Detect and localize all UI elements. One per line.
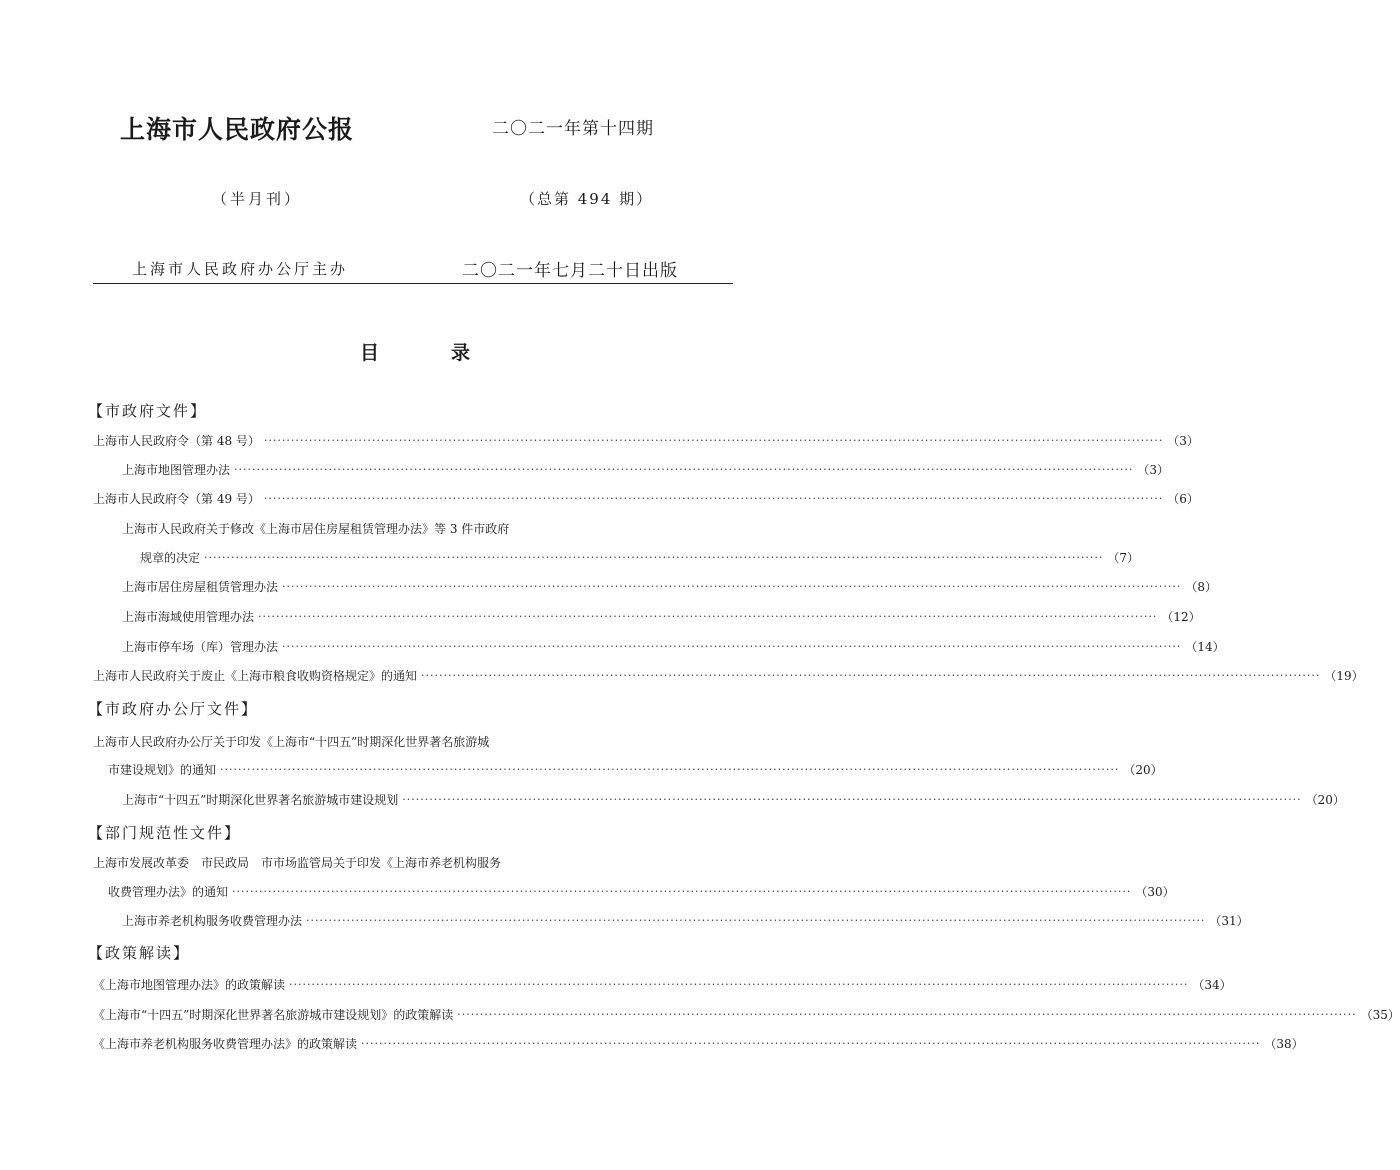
toc-entry-page: （19）	[1324, 669, 1364, 683]
issue-number: 二〇二一年第十四期	[492, 119, 654, 139]
toc-entry-title: 上海市海域使用管理办法	[122, 610, 255, 624]
toc-entry[interactable]	[93, 1004, 1400, 1026]
toc-entry-page: （3）	[1137, 463, 1169, 477]
toc-heading-char: 目	[360, 342, 380, 364]
toc-entry-title: 上海市地图管理办法	[122, 463, 231, 477]
leader-dots: ········································································································································································································	[258, 610, 1158, 623]
toc-entry-title: 收费管理办法》的通知	[108, 885, 229, 899]
toc-entry-page: （34）	[1192, 978, 1232, 992]
toc-entry-page: （30）	[1135, 885, 1175, 899]
section-department-normative-documents: 【部门规范性文件】	[88, 824, 242, 842]
section-policy-interpretation: 【政策解读】	[88, 944, 191, 962]
toc-entry[interactable]	[122, 636, 1225, 658]
toc-entry[interactable]	[122, 606, 1201, 628]
toc-entry-page: （20）	[1123, 763, 1163, 777]
leader-dots: ········································································································································································································	[282, 640, 1182, 653]
toc-entry-page: （20）	[1305, 793, 1345, 807]
leader-dots: ········································································································································································································	[263, 434, 1164, 447]
leader-dots: ········································································································································································································	[204, 551, 1104, 564]
toc-entry-title: 上海市停车场（库）管理办法	[122, 640, 279, 654]
toc-entry-title-line1[interactable]: 上海市发展改革委 市民政局 市市场监管局关于印发《上海市养老机构服务	[93, 856, 502, 870]
leader-dots: ········································································································································································································	[306, 914, 1206, 927]
publication-frequency: （半月刊）	[212, 190, 303, 208]
leader-dots: ········································································································································································································	[361, 1037, 1261, 1050]
toc-entry-title: 规章的决定	[140, 551, 201, 565]
leader-dots: ········································································································································································································	[457, 1008, 1357, 1021]
section-municipal-documents: 【市政府文件】	[88, 402, 208, 420]
toc-entry-title: 上海市人民政府令（第 48 号）	[93, 434, 260, 448]
leader-dots: ········································································································································································································	[263, 492, 1164, 505]
leader-dots: ········································································································································································································	[402, 793, 1302, 806]
toc-entry-title: 上海市“十四五”时期深化世界著名旅游城市建设规划	[122, 793, 399, 807]
sponsor: 上海市人民政府办公厅主办	[132, 260, 349, 278]
leader-dots: ········································································································································································································	[289, 978, 1189, 991]
toc-entry-title-line1[interactable]: 上海市人民政府办公厅关于印发《上海市“十四五”时期深化世界著名旅游城	[93, 735, 490, 749]
toc-entry-title-line1[interactable]: 上海市人民政府关于修改《上海市居住房屋租赁管理办法》等 3 件市政府	[122, 522, 510, 536]
toc-entry[interactable]	[108, 759, 1163, 781]
toc-entry-page: （7）	[1107, 551, 1139, 565]
section-general-office-documents: 【市政府办公厅文件】	[88, 700, 259, 718]
toc-entry-page: （35）	[1360, 1008, 1400, 1022]
leader-dots: ········································································································································································································	[232, 885, 1132, 898]
toc-entry[interactable]	[93, 974, 1232, 996]
leader-dots: ········································································································································································································	[421, 669, 1321, 682]
toc-entry-page: （38）	[1264, 1037, 1304, 1051]
toc-entry[interactable]	[93, 488, 1199, 510]
toc-heading	[360, 338, 470, 365]
toc-entry[interactable]	[140, 547, 1139, 569]
toc-entry[interactable]	[122, 459, 1169, 481]
toc-entry[interactable]	[93, 1033, 1304, 1055]
toc-entry-page: （3）	[1167, 434, 1199, 448]
toc-entry-title: 上海市人民政府关于废止《上海市粮食收购资格规定》的通知	[93, 669, 418, 683]
toc-entry-page: （31）	[1209, 914, 1249, 928]
leader-dots: ········································································································································································································	[234, 463, 1134, 476]
toc-heading-char: 录	[451, 342, 471, 364]
publish-date: 二〇二一年七月二十日出版	[462, 261, 678, 281]
toc-entry-title: 《上海市“十四五”时期深化世界著名旅游城市建设规划》的政策解读	[93, 1008, 454, 1022]
toc-entry-title: 市建设规划》的通知	[108, 763, 217, 777]
toc-entry[interactable]	[93, 665, 1364, 687]
header-divider	[93, 283, 733, 284]
toc-entry[interactable]	[108, 881, 1175, 903]
leader-dots: ········································································································································································································	[220, 763, 1120, 776]
total-issue-number: （总第 494 期）	[520, 190, 654, 208]
toc-entry-title: 《上海市养老机构服务收费管理办法》的政策解读	[93, 1037, 358, 1051]
toc-entry-title: 上海市居住房屋租赁管理办法	[122, 580, 279, 594]
toc-entry[interactable]	[93, 430, 1199, 452]
toc-entry-page: （12）	[1161, 610, 1201, 624]
bulletin-title: 上海市人民政府公报	[120, 115, 355, 144]
toc-entry-page: （6）	[1167, 492, 1199, 506]
toc-entry[interactable]	[122, 576, 1217, 598]
toc-entry-page: （8）	[1185, 580, 1217, 594]
toc-entry[interactable]	[122, 910, 1249, 932]
toc-entry-title: 上海市养老机构服务收费管理办法	[122, 914, 303, 928]
toc-entry[interactable]	[122, 789, 1345, 811]
toc-entry-page: （14）	[1185, 640, 1225, 654]
leader-dots: ········································································································································································································	[282, 580, 1182, 593]
toc-entry-title: 上海市人民政府令（第 49 号）	[93, 492, 260, 506]
toc-entry-title: 《上海市地图管理办法》的政策解读	[93, 978, 286, 992]
